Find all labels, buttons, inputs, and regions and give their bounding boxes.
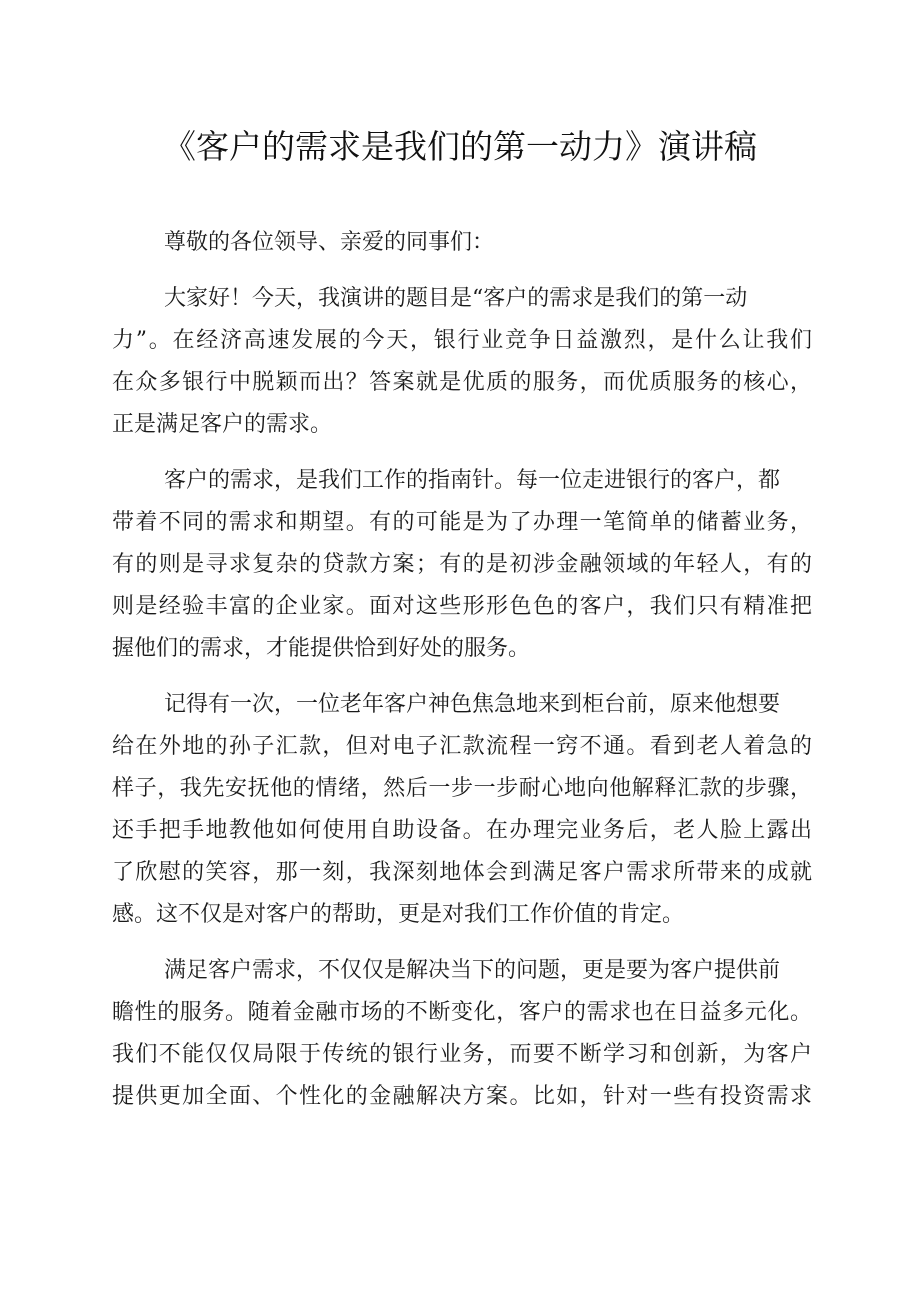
paragraph-line: 握他们的需求，才能提供恰到好处的服务。 (112, 636, 531, 661)
paragraph-line: 给在外地的孙子汇款，但对电子汇款流程一窍不通。看到老人着急的 (112, 734, 812, 759)
paragraph-line: 记得有一次，一位老年客户神色焦急地来到柜台前，原来他想要 (164, 692, 781, 717)
paragraph-line: 瞻性的服务。随着金融市场的不断变化，客户的需求也在日益多元化。 (112, 1000, 812, 1025)
paragraph-line: 客户的需求，是我们工作的指南针。每一位走进银行的客户，都 (164, 468, 781, 493)
paragraph-line: 有的则是寻求复杂的贷款方案；有的是初涉金融领域的年轻人，有的 (112, 552, 812, 577)
paragraph-line: 了欣慰的笑容，那一刻，我深刻地体会到满足客户需求所带来的成就 (112, 860, 812, 885)
paragraph-line: 尊敬的各位领导、亲爱的同事们： (164, 230, 495, 255)
document-body (112, 222, 812, 1118)
paragraph-line: 则是经验丰富的企业家。面对这些形形色色的客户，我们只有精准把 (112, 594, 812, 619)
paragraph-line: 大家好！今天，我演讲的题目是“客户的需求是我们的第一动 (164, 286, 748, 311)
paragraph-line: 在众多银行中脱颖而出？答案就是优质的服务，而优质服务的核心， (112, 370, 812, 395)
paragraph-line: 带着不同的需求和期望。有的可能是为了办理一笔简单的储蓄业务， (112, 510, 812, 535)
paragraph-line: 满足客户需求，不仅仅是解决当下的问题，更是要为客户提供前 (164, 958, 781, 983)
paragraph-line: 还手把手地教他如何使用自助设备。在办理完业务后，老人脸上露出 (112, 818, 812, 843)
paragraph-line: 提供更加全面、个性化的金融解决方案。比如，针对一些有投资需求 (112, 1084, 812, 1109)
paragraph-line: 我们不能仅仅局限于传统的银行业务，而要不断学习和创新，为客户 (112, 1042, 812, 1067)
document-title: 《客户的需求是我们的第一动力》演讲稿 (163, 127, 757, 166)
paragraph-line: 正是满足客户的需求。 (112, 412, 333, 437)
paragraph-line: 样子，我先安抚他的情绪，然后一步一步耐心地向他解释汇款的步骤， (112, 776, 812, 801)
paragraph-line: 力”。在经济高速发展的今天，银行业竞争日益激烈，是什么让我们 (112, 328, 812, 353)
paragraph-line: 感。这不仅是对客户的帮助，更是对我们工作价值的肯定。 (112, 902, 685, 927)
